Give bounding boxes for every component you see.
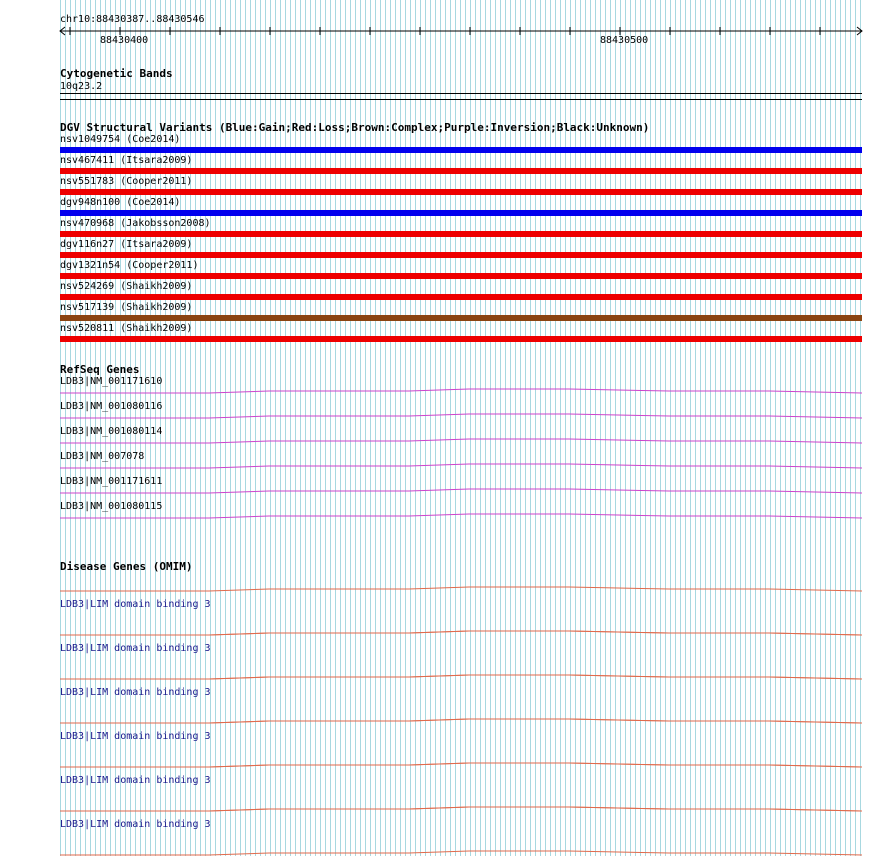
dgv-variant-bar[interactable] <box>60 273 862 279</box>
refseq-gene-feature[interactable] <box>59 411 863 421</box>
dgv-variant-label[interactable]: nsv467411 (Itsara2009) <box>60 155 193 166</box>
refseq-gene-feature[interactable] <box>59 386 863 396</box>
cytoband-track-title: Cytogenetic Bands <box>60 67 173 80</box>
cytoband-label[interactable]: 10q23.2 <box>60 81 103 92</box>
dgv-variant-label[interactable]: nsv551783 (Cooper2011) <box>60 176 193 187</box>
omim-gene-feature[interactable] <box>59 628 863 638</box>
refseq-gene-label[interactable]: LDB3|NM_001080116 <box>60 401 163 412</box>
ruler-coords: chr10:88430387..88430546 <box>60 14 205 25</box>
cytoband-line-top <box>60 93 862 94</box>
dgv-variant-label[interactable]: dgv1321n54 (Cooper2011) <box>60 260 199 271</box>
dgv-variant-label[interactable]: nsv520811 (Shaikh2009) <box>60 323 193 334</box>
refseq-gene-label[interactable]: LDB3|NM_007078 <box>60 451 145 462</box>
cytoband-line-bottom <box>60 99 862 100</box>
refseq-gene-feature[interactable] <box>59 461 863 471</box>
dgv-variant-label[interactable]: dgv948n100 (Coe2014) <box>60 197 181 208</box>
dgv-track-title: DGV Structural Variants (Blue:Gain;Red:Loss;Brown:Complex;Purple:Inversion;Black:Unknown) <box>60 121 650 134</box>
omim-track-title: Disease Genes (OMIM) <box>60 560 193 573</box>
ruler-tick-label-left: 88430400 <box>100 35 149 46</box>
dgv-variant-bar[interactable] <box>60 336 862 342</box>
dgv-variant-label[interactable]: dgv116n27 (Itsara2009) <box>60 239 193 250</box>
ruler-tick-label-right: 88430500 <box>600 35 649 46</box>
dgv-variant-bar[interactable] <box>60 147 862 153</box>
dgv-variant-label[interactable]: nsv524269 (Shaikh2009) <box>60 281 193 292</box>
omim-gene-label[interactable]: LDB3|LIM domain binding 3 <box>60 599 211 610</box>
omim-gene-feature[interactable] <box>59 848 863 858</box>
refseq-gene-label[interactable]: LDB3|NM_001080115 <box>60 501 163 512</box>
omim-gene-feature[interactable] <box>59 584 863 594</box>
refseq-gene-label[interactable]: LDB3|NM_001080114 <box>60 426 163 437</box>
dgv-variant-bar[interactable] <box>60 252 862 258</box>
refseq-gene-label[interactable]: LDB3|NM_001171611 <box>60 476 163 487</box>
dgv-variant-bar[interactable] <box>60 168 862 174</box>
refseq-gene-feature[interactable] <box>59 511 863 521</box>
dgv-variant-bar[interactable] <box>60 189 862 195</box>
refseq-gene-feature[interactable] <box>59 486 863 496</box>
dgv-variant-bar[interactable] <box>60 210 862 216</box>
refseq-track-title: RefSeq Genes <box>60 363 140 376</box>
dgv-variant-bar[interactable] <box>60 294 862 300</box>
omim-gene-feature[interactable] <box>59 716 863 726</box>
omim-gene-feature[interactable] <box>59 804 863 814</box>
ruler-axis[interactable] <box>56 25 868 39</box>
dgv-variant-label[interactable]: nsv517139 (Shaikh2009) <box>60 302 193 313</box>
dgv-variant-bar[interactable] <box>60 315 862 321</box>
omim-gene-feature[interactable] <box>59 672 863 682</box>
omim-gene-label[interactable]: LDB3|LIM domain binding 3 <box>60 731 211 742</box>
dgv-variant-label[interactable]: nsv1049754 (Coe2014) <box>60 134 181 145</box>
dgv-variant-label[interactable]: nsv470968 (Jakobsson2008) <box>60 218 211 229</box>
refseq-gene-feature[interactable] <box>59 436 863 446</box>
omim-gene-label[interactable]: LDB3|LIM domain binding 3 <box>60 819 211 830</box>
omim-gene-label[interactable]: LDB3|LIM domain binding 3 <box>60 775 211 786</box>
dgv-variant-bar[interactable] <box>60 231 862 237</box>
omim-gene-feature[interactable] <box>59 760 863 770</box>
omim-gene-label[interactable]: LDB3|LIM domain binding 3 <box>60 687 211 698</box>
refseq-gene-label[interactable]: LDB3|NM_001171610 <box>60 376 163 387</box>
omim-gene-label[interactable]: LDB3|LIM domain binding 3 <box>60 643 211 654</box>
